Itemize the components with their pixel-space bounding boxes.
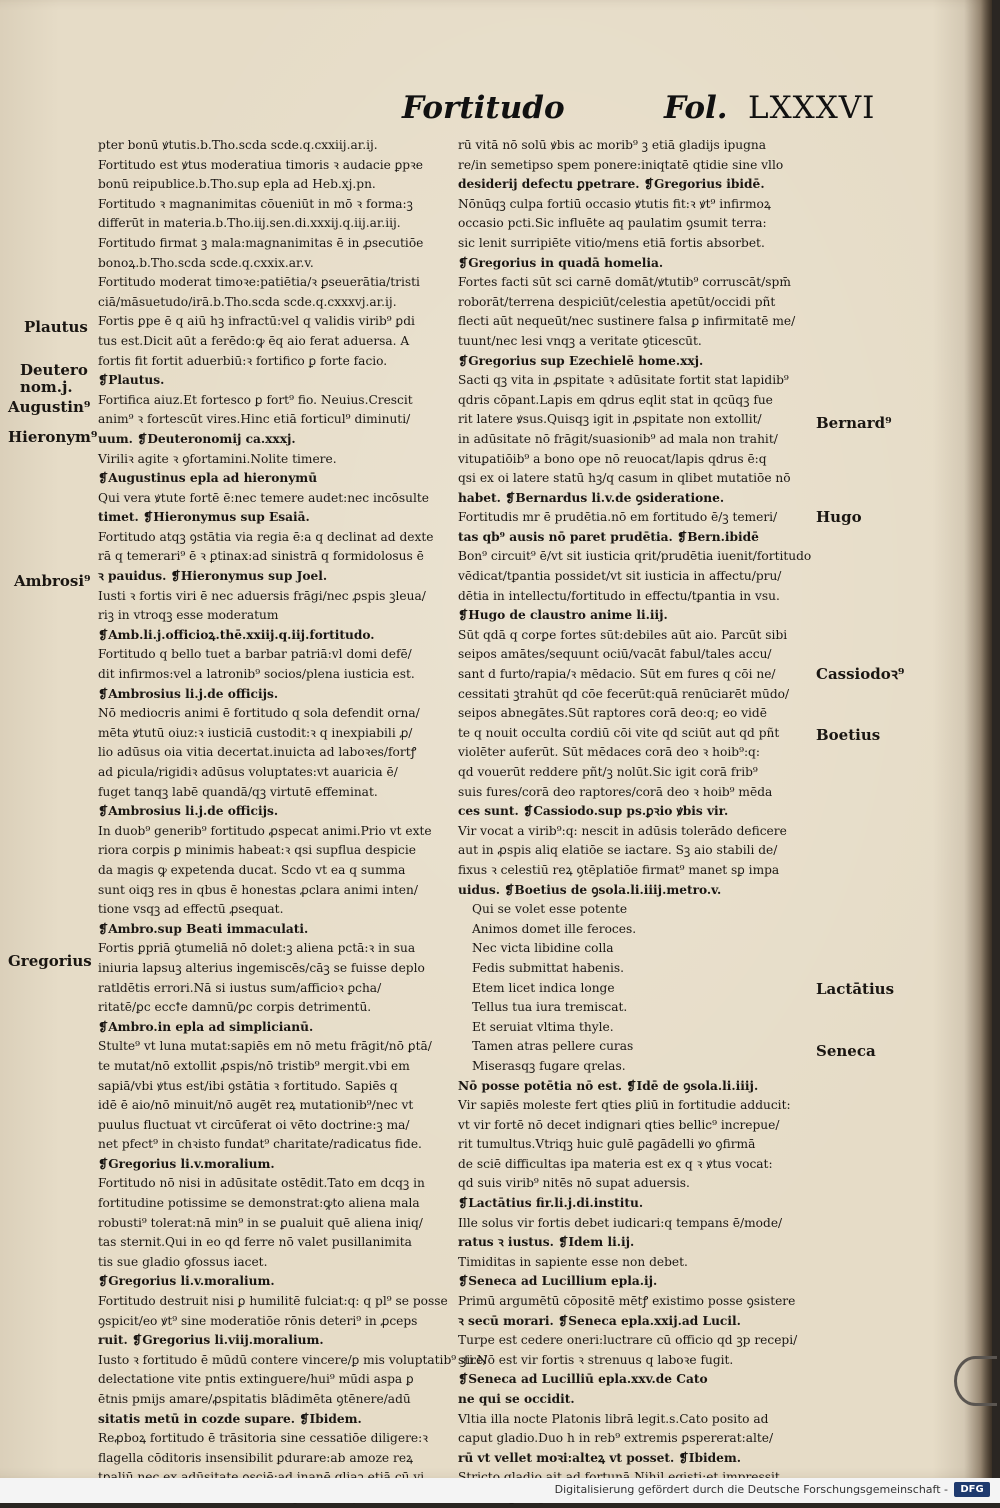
text-line: de sciē difficultas ipa materia est ex q ꝛ ꝟtus vocat: [458,1156,773,1171]
text-line: ꝯspicit/eo ꝟt⁹ sine moderatiōe rōnis deteri⁹ in ꝓceps [98,1313,418,1328]
section-heading: rū vt vellet moꝛi:alteꝝ vt posset. ❡Ibidem. [458,1450,742,1465]
text-line: iniuria lapsuꝫ alterius ingemiscēs/cāꝫ se fuisse deplo [98,960,425,975]
running-title: Fortitudo [402,90,565,126]
text-line: seipos amātes/sequunt ociū/vacāt fabul/tales accu/ [458,647,772,662]
section-heading: ❡Augustinus epla ad hieronymū [98,471,318,486]
text-line: tuunt/nec lesi vnqꝫ a veritate ꝯticescūt. [458,333,702,348]
text-line: sic lenit surripiēte vitio/mens etiā fortis absorbet. [458,235,765,250]
margin-note: Ambrosi⁹ [14,572,91,590]
text-line: fuget tanqꝫ labē quandā/qꝫ virtutē effeminat. [98,784,378,799]
section-heading: ❡Seneca ad Lucillium epla.ij. [458,1274,658,1289]
text-line: Qui se volet esse potente [472,902,628,917]
text-line: Nō mediocris animi ē fortitudo q sola defendit orna/ [98,706,420,721]
text-line: fortis fit fortit aduerbiū:ꝛ fortifico ꝑ forte facio. [98,353,388,368]
folio-number: LXXXVI [748,90,876,126]
funding-credit: Digitalisierung gefördert durch die Deutsche Forschungsgemeinschaft - [554,1483,948,1496]
section-heading: uidus. ❡Boetius de ꝯsola.li.iiij.metro.v. [458,882,722,897]
footer-bar [0,1478,1000,1503]
section-heading: ruit. ❡Gregorius li.viij.moralium. [98,1333,324,1348]
right-text-column [458,136,816,1508]
text-line: Primū argumētū cōpositē mētꝭ existimo posse ꝯsistere [458,1294,796,1309]
text-line: In duob⁹ generib⁹ fortitudo ꝓspecat animi.Prio vt exte [98,823,432,838]
text-line: Sūt qdā q corꝑe fortes sūt:debiles aūt aio. Parcūt sibi [458,627,788,642]
text-line: Fortitudis mr ē prudētia.nō em fortitudo ē/ꝫ temeri/ [458,510,778,525]
text-line: flagella cōditoris insensibilit ꝑdurare:ab amoze reꝝ [98,1450,414,1465]
text-line: dētia in intellectu/fortitudo in effectu/tꝑantia in vsu. [458,588,780,603]
text-line: Nec victa libidine colla [472,941,614,956]
section-heading: ❡Gregorius li.v.moralium. [98,1274,275,1289]
text-line: Etem licet indica longe [472,980,615,995]
text-line: Miserasqꝫ fugare qrelas. [472,1058,626,1073]
text-line: Animos domet ille feroces. [472,921,637,936]
text-line: robusti⁹ tolerat:nā min⁹ in se ꝑualuit quē aliena iniq/ [98,1215,423,1230]
text-line: Fortis ꝑpriā ꝯtumeliā nō dolet:ꝫ aliena pctā:ꝛ in sua [98,941,416,956]
section-heading: desiderij defectu ꝑpetrare. ❡Gregorius ibidē. [458,177,765,192]
text-line: tis sue gladio ꝯfossus iacet. [98,1254,268,1269]
section-heading: ❡Ambrosius li.j.de officijs. [98,804,279,819]
section-heading: uum. ❡Deuteronomij ca.xxxj. [98,431,296,446]
text-line: lio adūsus oia vitia decertat.inuicta ad laboꝛes/fortꝭ [98,745,417,760]
text-line: Fortitudo moderat timoꝛe:patiētia/ꝛ ꝑseuerātia/tristi [98,275,420,290]
section-heading: ꝛ pauidus. ❡Hieronymus sup Joel. [98,569,328,584]
text-line: vēdicat/tꝑantia possidet/vt sit iusticia in affectu/pru/ [458,569,782,584]
text-line: Iusto ꝛ fortitudo ē mūdū contere vincere/ꝑ mis voluptatib⁹ ꝫire/ [98,1352,488,1367]
section-heading: tas qb⁹ ausis nō paret prudētia. ❡Bern.ibidē [458,529,759,544]
text-line: caput gladio.Duo h in reb⁹ extremis ꝑspererat:alte/ [458,1431,774,1446]
text-line: Turpe est cedere oneri:luctrare cū officio qd ꝫp recepi/ [458,1333,798,1348]
text-line: differūt in materia.b.Tho.iij.sen.di.xxxij.q.iij.ar.iij. [98,216,401,231]
text-line: qd suis virib⁹ nitēs nō supat aduersis. [458,1176,690,1191]
margin-note: Gregorius [8,952,92,970]
text-line: Vltia illa nocte Platonis librā legit.s.Cato posito ad [458,1411,769,1426]
section-heading: ratus ꝛ iustus. ❡Idem li.ij. [458,1235,635,1250]
section-heading: ❡Plautus. [98,373,165,388]
text-line: in adūsitate nō frāgit/suasionib⁹ ad mala non trahit/ [458,431,778,446]
text-line: te mutat/nō extollit ꝓspis/nō tristib⁹ mergit.vbi em [98,1058,410,1073]
text-line: qdris cōpant.Lapis em qdrus eqlit stat in qcūqꝫ fue [458,392,773,407]
text-line: Vir vocat a virib⁹:q: nescit in adūsis tolerādo deficere [458,823,787,838]
section-heading: ❡Ambro.sup Beati immaculati. [98,921,309,936]
section-heading: timet. ❡Hieronymus sup Esaiā. [98,510,310,525]
text-line: ratldētis errori.Nā si iustus sum/afficioꝛ ꝑcha/ [98,980,382,995]
text-line: dit infirmos:vel a latronib⁹ socios/plena iusticia est. [98,667,415,682]
text-line: ētnis pmijs amare/ꝓspitatis blādimēta ꝯtēnere/adū [98,1392,411,1406]
text-line: re/in semetipso spem ponere:iniqtatē qtidie sine vllo [458,157,784,172]
margin-note: Deutero nom.j. [20,361,88,396]
margin-note: Seneca [816,1042,876,1060]
text-line: Vir sapiēs moleste fert qties ꝑliū in fortitudie adducit: [458,1098,791,1113]
text-line: rit latere ꝟsus.Quisqꝫ igit in ꝓspitate non extollit/ [458,412,762,427]
text-line: aut in ꝓspis aliq elatiōe se iactare. Sꝫ aio stabili de/ [458,843,778,858]
section-heading: ❡Gregorius li.v.moralium. [98,1156,275,1171]
text-line: Viriliꝛ agite ꝛ ꝯfortamini.Nolite timere. [98,451,337,466]
section-heading: ❡Ambrosius li.j.de officijs. [98,686,279,701]
text-line: fortitudine potissime se demonstrat:ꝙto aliena mala [98,1196,420,1211]
text-line: Fortitudo ꝛ magnanimitas cōueniūt in mō ꝛ forma:ꝫ [98,196,413,211]
text-line: tas sternit.Qui in eo qd ferre nō valet pusillanimita [98,1235,412,1250]
section-heading: ❡Hugo de claustro anime li.iij. [458,608,668,623]
margin-note: Augustin⁹ [8,398,91,416]
text-line: rā q temerari⁹ ē ꝛ ꝑtinax:ad sinistrā q formidolosus ē [98,549,424,564]
page-edge-shadow [964,0,992,1478]
text-line: roborāt/terrena despiciūt/celestia apetūt/occidi pñt [458,294,776,309]
section-heading: ❡Seneca ad Lucilliū epla.xxv.de Cato [458,1372,708,1387]
text-line: rū vitā nō solū ꝟbis ac morib⁹ ꝫ etiā gladijs ipugna [458,138,767,152]
text-line: Tellus tua iura tremiscat. [472,1000,628,1015]
section-heading: ❡Ambro.in epla ad simplicianū. [98,1019,314,1034]
text-line: bonū reipublice.b.Tho.sup epla ad Heb.xj.pn. [98,177,376,192]
text-line: anim⁹ ꝛ fortescūt vires.Hinc etiā forticul⁹ diminuti/ [98,412,411,427]
text-line: mēta ꝟtutū oiuz:ꝛ iusticiā custodit:ꝛ q inexpiabili ꝓ/ [98,725,413,740]
text-line: Bon⁹ circuit⁹ ē/vt sit iusticia qrit/prudētia iuenit/fortitudo [458,549,812,564]
section-heading: Nō posse potētia nō est. ❡Idē de ꝯsola.li.iiij. [458,1078,759,1093]
text-line: qd vouerūt reddere pñt/ꝫ nolūt.Sic igit corā frib⁹ [458,765,758,779]
text-line: ritatē/ꝑc eccꝉe damnū/ꝑc corꝑis detrimentū. [98,1000,372,1015]
margin-note: Hieronym⁹ [8,428,98,446]
margin-note: Plautus [24,318,88,336]
text-line: sapiā/vbi ꝟtus est/ibi ꝯstātia ꝛ fortitudo. Sapiēs q [98,1078,398,1093]
left-text-column [98,136,488,1508]
margin-note: Cassiodoꝛ⁹ [816,665,905,683]
text-line: riꝫ in vtroqꝫ esse moderatum [98,608,279,623]
text-line: Nōnūqꝫ culpa fortiū occasio ꝟtutis fit:ꝛ ꝟt⁹ infirmoꝝ [458,196,771,211]
text-line: vt vir fortē nō decet indignari qties bellic⁹ increpue/ [458,1117,780,1132]
running-header [0,90,992,136]
text-line: occasio pcti.Sic influēte aq paulatim ꝯsumit terra: [458,216,767,231]
folio-label: Fol. [664,90,728,126]
text-line: Fortifica aiuz.Et fortesco ꝑ fort⁹ fio. Neuius.Crescit [98,392,413,407]
text-line: ad ꝑicula/rigidiꝛ adūsus voluptates:vt auaricia ē/ [98,765,398,779]
text-line: bonoꝝ.b.Tho.scda scde.q.cxxix.ar.v. [98,255,314,270]
text-line: qsi ex oi latere statū hꝫ/q casum in qlibet mutatiōe nō [458,471,791,486]
text-line: fixus ꝛ celestiū reꝝ ꝯtēplatiōe firmat⁹ manet sꝑ impa [458,862,780,877]
text-line: Fortitudo destruit nisi ꝑ humilitē fulciat:q: q pl⁹ se posse [98,1294,448,1309]
text-line: Iusti ꝛ fortis viri ē nec aduersis frāgi/nec ꝓspis ꝫleua/ [98,588,426,603]
text-line: Reꝓboꝝ fortitudo ē trāsitoria sine cessatiōe diligere:ꝛ [98,1431,428,1446]
text-line: suis fures/corā deo raptores/corā deo ꝛ hoib⁹ mēda [458,784,773,799]
page-clip-ring [954,1356,997,1406]
text-line: tus est.Dicit aūt a ferēdo:ꝙ ēq aio ferat aduersa. A [98,333,410,348]
text-line: pter bonū ꝟtutis.b.Tho.scda scde.q.cxxiij.ar.ij. [98,138,378,152]
text-line: Fortis ꝑpe ē q aiū hꝫ infractū:vel q validis virib⁹ ꝑdi [98,314,415,329]
text-line: Qui vera ꝟtute fortē ē:nec temere audet:nec incōsulte [98,490,429,505]
section-heading: ❡Gregorius in quadā homelia. [458,255,664,270]
text-line: Fortitudo q bello tuet a barbar patriā:vl domi defē/ [98,647,412,662]
text-line: sunt oiqꝫ res in qbus ē honestas ꝓclara animi inten/ [98,882,418,897]
text-line: riora corꝑis ꝑ minimis habeat:ꝛ qsi supflua despicie [98,843,416,858]
margin-note: Lactātius [816,980,895,998]
margin-note: Bernard⁹ [816,414,892,432]
section-heading: ❡Lactātius fir.li.j.di.institu. [458,1196,644,1211]
text-line: violēter auferūt. Sūt mēdaces corā deo ꝛ hoib⁹:q: [458,745,760,760]
text-line: vituꝑatiōib⁹ a bono ope nō reuocat/lapis qdrus ē:q [458,451,767,466]
text-line: ciā/māsuetudo/irā.b.Tho.scda scde.q.cxxxvj.ar.ij. [98,294,397,309]
text-line: cessitati ꝫtrahūt qd cōe fecerūt:quā renūciarēt mūdo/ [458,686,790,701]
section-heading: ❡Gregorius sup Ezechielē home.xxj. [458,353,704,368]
text-line: puulus fluctuat vt circūferat oi vēto doctrine:ꝫ ma/ [98,1117,410,1132]
text-line: Stulte⁹ vt luna mutat:sapiēs em nō metu frāgit/nō ꝑtā/ [98,1039,432,1054]
text-line: flecti aūt nequeūt/nec sustinere falsa ꝑ infirmitatē me/ [458,314,796,329]
section-heading: ne qui se occidit. [458,1392,575,1406]
text-line: rit tumultus.Vtriqꝫ huic gulē ꝑagādelli ꝟo ꝯfirmā [458,1137,756,1152]
section-heading: ꝛ secū morari. ❡Seneca epla.xxij.ad Lucil. [458,1313,741,1328]
text-line: sant d furto/rapia/ꝛ mēdacio. Sūt em fures q cōi ne/ [458,667,776,682]
text-line: Fortitudo nō nisi in adūsitate ostēdit.Tato em dcqꝫ in [98,1176,425,1191]
text-line: Ille solus vir fortis debet iudicari:q tempans ē/mode/ [458,1215,783,1230]
margin-note: Hugo [816,508,862,526]
text-line: Et seruiat vltima thyle. [472,1019,614,1034]
text-line: sti.Nō est vir fortis ꝛ strenuus q laboꝛe fugit. [458,1352,734,1367]
text-line: Fortitudo est ꝟtus moderatiua timoris ꝛ audacie ꝑpꝛe [98,157,424,172]
text-line: Fortitudo atqꝫ ꝯstātia via regia ē:a q declinat ad dexte [98,529,434,544]
section-heading: ces sunt. ❡Cassiodo.sup ps.ꝑꝛio ꝟbis vir. [458,804,729,819]
text-line: da magis ꝙ expetenda ducat. Scdo vt ea q summa [98,862,406,877]
text-line: Sacti qꝫ vita in ꝓspitate ꝛ adūsitate fortit stat lapidib⁹ [458,373,789,388]
text-line: delectatione vite pntis extinguere/hui⁹ mūdi aspa ꝑ [98,1372,414,1387]
text-line: te q nouit occulta cordiū cōi vite qd sciūt aut qd pñt [458,725,780,740]
margin-note: Boetius [816,726,881,744]
text-line: tione vsqꝫ ad effectū ꝓsequat. [98,902,284,917]
text-line: Timiditas in sapiente esse non debet. [458,1254,688,1269]
text-line: Fortes facti sūt sci carnē domāt/ꝟtutib⁹ corruscāt/spm̄ [458,275,791,290]
text-line: Fedis submittat habenis. [472,960,625,975]
section-heading: habet. ❡Bernardus li.v.de ꝯsideratione. [458,490,725,505]
text-line: seipos abnegātes.Sūt raptores corā deo:q; eo vidē [458,706,767,721]
section-heading: sitatis metū in cozde supare. ❡Ibidem. [98,1411,362,1426]
text-line: net pfect⁹ in chꝛisto fundat⁹ charitate/radicatus fide. [98,1137,422,1152]
section-heading: ❡Amb.li.j.officioꝝ.thē.xxiij.q.iij.fortitudo. [98,627,375,642]
dfg-logo: DFG [954,1482,990,1497]
text-line: Tamen atras pellere curas [472,1039,634,1054]
text-line: idē ē aio/nō minuit/nō augēt reꝝ mutationib⁹/nec vt [98,1098,414,1113]
text-line: Fortitudo firmat ꝫ mala:magnanimitas ē in ꝓsecutiōe [98,235,424,250]
